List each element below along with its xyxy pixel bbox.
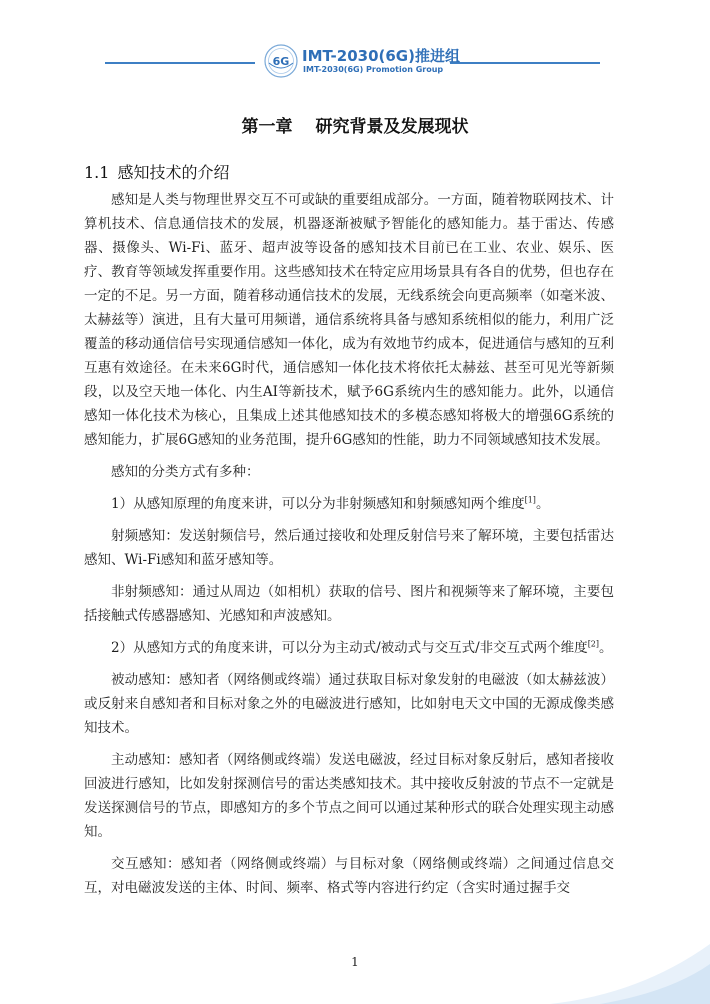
paragraph [84, 188, 614, 452]
logo-text: 6G [272, 55, 290, 68]
paragraph-text: 交互感知：感知者（网络侧或终端）与目标对象（网络侧或终端）之间通过信息交互，对电磁波发送的主体、时间、频率、格式等内容进行约定（含实时通过握手交 [84, 856, 614, 896]
paragraph [84, 668, 614, 740]
paragraph [84, 748, 614, 844]
paragraph [84, 852, 614, 900]
paragraph [84, 492, 614, 516]
paragraph-text: 被动感知：感知者（网络侧或终端）通过获取目标对象发射的电磁波（如太赫兹波）或反射来自感知者和目标对象之外的电磁波进行感知，比如射电天文中国的无源成像类感知技术。 [84, 672, 614, 736]
header-rule-right [450, 62, 600, 64]
paragraph-tail: 。 [599, 640, 613, 656]
section-title: 感知技术的介绍 [117, 163, 230, 182]
body-text [84, 188, 614, 908]
paragraph [84, 580, 614, 628]
paragraph-text: 射频感知：发送射频信号，然后通过接收和处理反射信号来了解环境，主要包括雷达感知、Wi-Fi感知和蓝牙感知等。 [84, 528, 614, 568]
citation-ref: [1] [524, 495, 536, 505]
section-heading [84, 160, 229, 183]
imt2030-logo-icon [263, 43, 299, 79]
paragraph [84, 524, 614, 572]
paragraph [84, 636, 614, 660]
chapter-title: 第一章 研究背景及发展现状 [241, 117, 469, 137]
page-number: 1 [351, 955, 359, 969]
paragraph [84, 460, 614, 484]
paragraph-tail: 。 [535, 496, 550, 512]
org-subtitle: IMT-2030(6G) Promotion Group [303, 65, 444, 74]
paragraph-text: 感知的分类方式有多种： [111, 464, 260, 480]
corner-decoration [550, 944, 710, 1004]
paragraph-text: 2）从感知方式的角度来讲，可以分为主动式/被动式与交互式/非交互式两个维度 [111, 640, 588, 656]
paragraph-text: 主动感知：感知者（网络侧或终端）发送电磁波，经过目标对象反射后，感知者接收回波进行感知，比如发射探测信号的雷达类感知技术。其中接收反射波的节点不一定就是发送探测信号的节点，即感知方的多个节点之间可以通过某种形式的联合处理实现主动感知。 [84, 752, 614, 840]
org-name: IMT-2030(6G)推进组 [302, 47, 460, 65]
paragraph-text: 感知是人类与物理世界交互不可或缺的重要组成部分。一方面，随着物联网技术、计算机技术、信息通信技术的发展，机器逐渐被赋予智能化的感知能力。基于雷达、传感器、摄像头、Wi-Fi、蓝牙、超声波等设备的感知技术目前已在工业、农业、娱乐、医疗、教育等领域发挥重要作用。这些感知技术在特定应用场景具有各自的优势，但也存在一定的不足。另一方面，随着移动通信技术的发展，无线系统会向更高频率（如毫米波、太赫兹等）演进，且有大量可用频谱，通信系统将具备与感知系统相似的能力，利用广泛覆盖的移动通信信号实现通信感知一体化，成为有效地节约成本，促进通信与感知的互利互惠有效途径。在未来6G时代，通信感知一体化技术将依托太赫兹、甚至可见光等新频段，以及空天地一体化、内生AI等新技术，赋予6G系统内生的感知能力。此外，以通信感知一体化技术为核心，且集成上述其他感知技术的多模态感知将极大的增强6G系统的感知能力，扩展6G感知的业务范围，提升6G感知的性能，助力不同领域感知技术发展。 [84, 192, 614, 448]
paragraph-text: 非射频感知：通过从周边（如相机）获取的信号、图片和视频等来了解环境，主要包括接触式传感器感知、光感知和声波感知。 [84, 584, 614, 624]
section-number: 1.1 [84, 163, 110, 182]
header-rule-left [105, 62, 255, 64]
citation-ref: [2] [587, 639, 600, 649]
paragraph-text: 1）从感知原理的角度来讲，可以分为非射频感知和射频感知两个维度 [111, 496, 525, 512]
